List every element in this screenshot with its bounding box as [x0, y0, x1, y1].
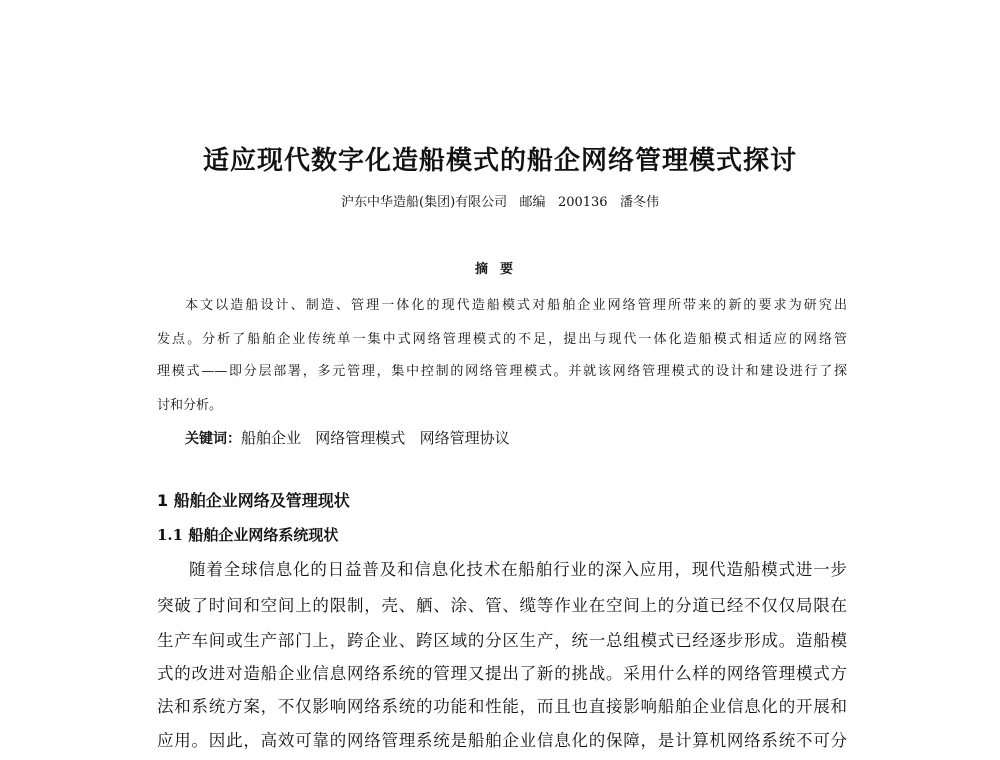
author-affiliation: 沪东中华造船(集团)有限公司 邮编 200136 潘冬伟 [341, 195, 659, 210]
abstract-line: 讨和分析。 [157, 398, 223, 413]
body-line: 法和系统方案，不仅影响网络系统的功能和性能，而且也直接影响船舶企业信息化的开展和 [157, 697, 847, 716]
body-line: 式的改进对造船企业信息网络系统的管理又提出了新的挑战。采用什么样的网络管理模式方 [157, 664, 847, 683]
abstract-line: 发点。分析了船舶企业传统单一集中式网络管理模式的不足，提出与现代一体化造船模式相适应的网络管 [157, 332, 847, 347]
keywords-label: 关键词： [185, 431, 241, 447]
section-heading: 1 船舶企业网络及管理现状 [157, 491, 350, 510]
abstract-line: 理模式——即分层部署，多元管理，集中控制的网络管理模式。并就该网络管理模式的设计和建设进行了探 [157, 364, 847, 379]
subsection-heading: 1.1 船舶企业网络系统现状 [157, 526, 339, 544]
keywords-text: 船舶企业 网络管理模式 网络管理协议 [241, 429, 510, 447]
keywords-line [185, 427, 510, 448]
abstract-heading: 摘要 [474, 262, 525, 277]
body-line: 突破了时间和空间上的限制，壳、舾、涂、管、缆等作业在空间上的分道已经不仅仅局限在 [157, 596, 847, 615]
paper-title: 适应现代数字化造船模式的船企网络管理模式探讨 [202, 146, 797, 176]
body-line: 应用。因此，高效可靠的网络管理系统是船舶企业信息化的保障，是计算机网络系统不可分 [157, 731, 847, 750]
body-line: 随着全球信息化的日益普及和信息化技术在船舶行业的深入应用，现代造船模式进一步 [189, 560, 847, 579]
body-line: 生产车间或生产部门上，跨企业、跨区域的分区生产，统一总组模式已经逐步形成。造船模 [157, 631, 847, 650]
abstract-line: 本文以造船设计、制造、管理一体化的现代造船模式对船舶企业网络管理所带来的新的要求为研究出 [185, 298, 847, 313]
